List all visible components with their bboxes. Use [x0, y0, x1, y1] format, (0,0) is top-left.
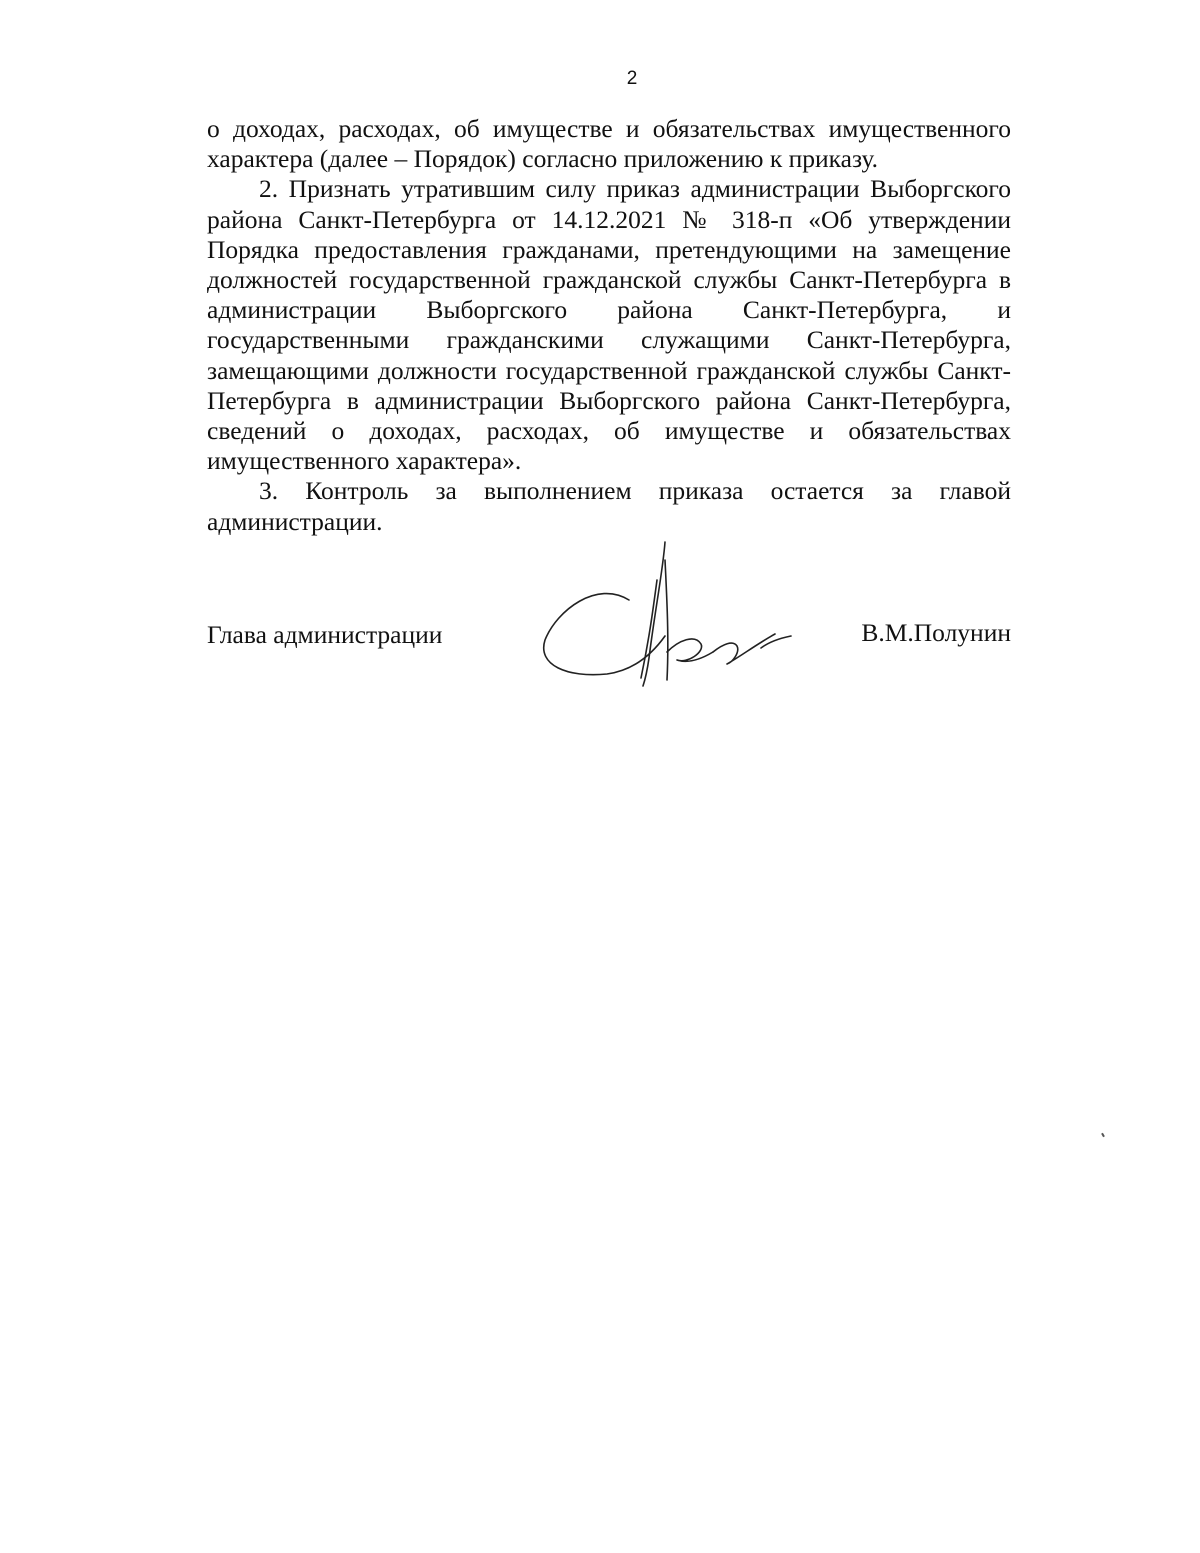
signatory-title: Глава администрации: [207, 620, 443, 649]
paragraph-continuation: о доходах, расходах, об имуществе и обязательствах имущественного характера (далее – Порядок) согласно приложению к приказу.: [207, 114, 1011, 174]
handwritten-signature: [537, 540, 797, 690]
paragraph-2: 2. Признать утратившим силу приказ администрации Выборгского района Санкт-Петербурга от 14.12.2021 № 318-п «Об утверждении Порядка предоставления гражданами, претендующими на замещение должностей государственной гражданской службы Санкт-Петербурга в администрации Выборгского района Санкт-Петербурга, и государственными гражданскими служащими Санкт-Петербурга, замещающими должности государственной гражданской службы Санкт-Петербурга в администрации Выборгского района Санкт-Петербурга, сведений о доходах, расходах, об имуществе и обязательствах имущественного характера».: [207, 174, 1011, 476]
paragraph-3: 3. Контроль за выполнением приказа остается за главой администрации.: [207, 476, 1011, 536]
signature-block: [207, 540, 1011, 700]
document-body: [207, 114, 1011, 537]
scan-speck: [1101, 1133, 1105, 1137]
page-number: 2: [626, 68, 638, 89]
signatory-name: В.М.Полунин: [861, 618, 1011, 647]
